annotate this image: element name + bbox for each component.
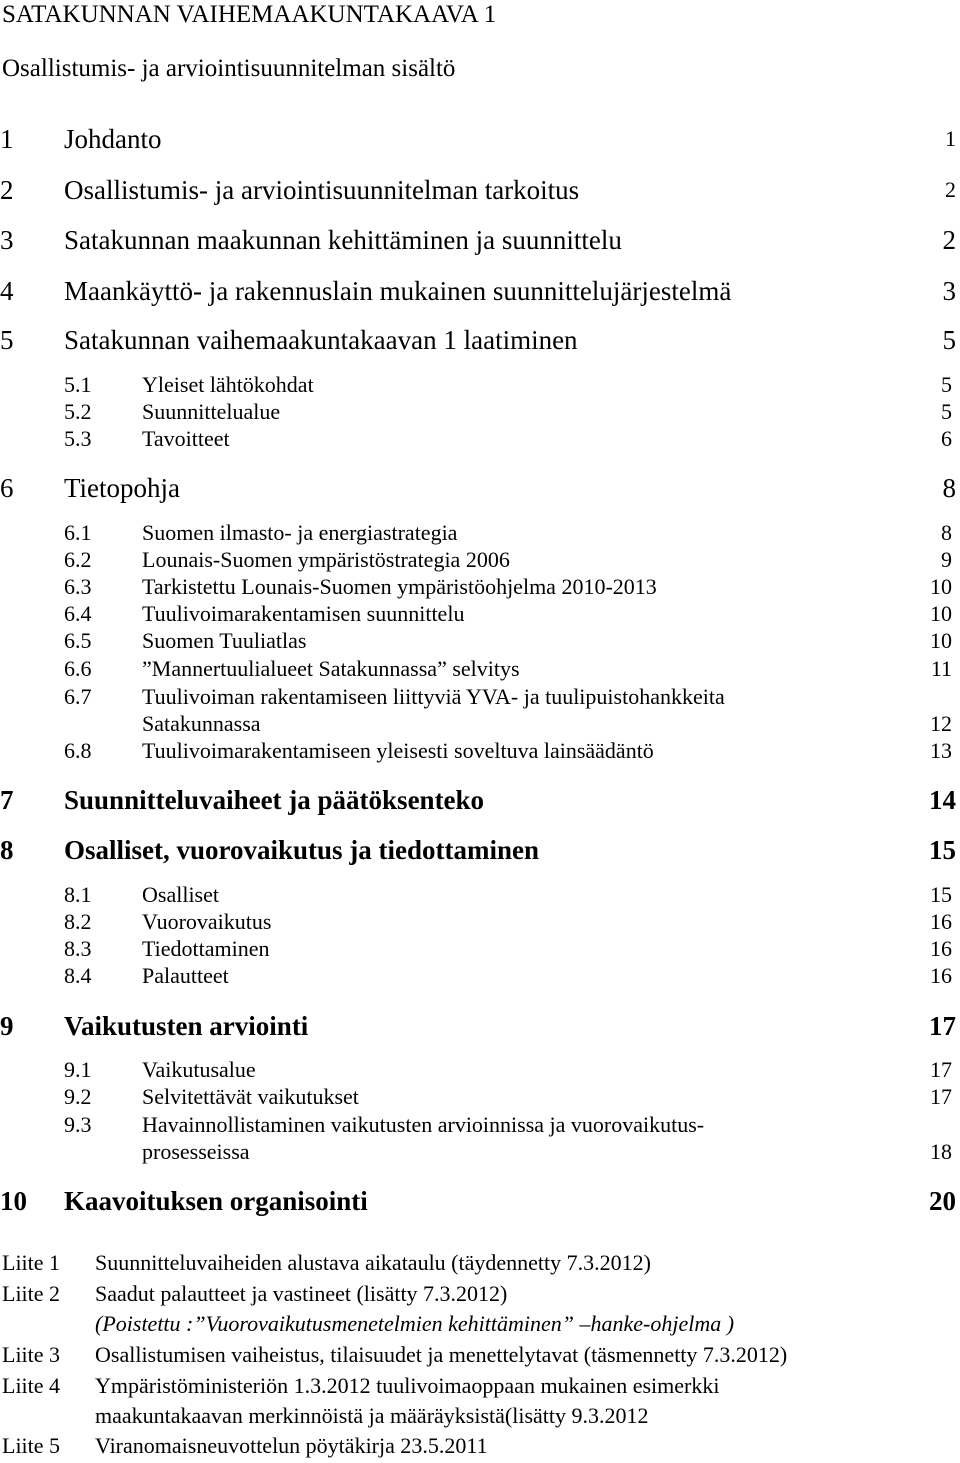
appendix-entry[interactable] (0, 1432, 960, 1460)
toc-entry-number: 7 (0, 785, 14, 815)
toc-subentry-page: 16 (930, 936, 952, 961)
toc-subentry-page: 17 (930, 1057, 952, 1082)
toc-subentry-number: 8.3 (64, 936, 92, 961)
toc-entry-label: Osallistumis- ja arviointisuunnitelman tarkoitus (64, 175, 580, 205)
toc-entry-number: 8 (0, 835, 14, 865)
toc-entry[interactable] (0, 275, 956, 307)
toc-entry[interactable] (0, 324, 956, 356)
toc-subentry-page: 10 (930, 574, 952, 599)
toc-subentry[interactable] (0, 520, 952, 546)
toc-subentry-label: Tuulivoiman rakentamiseen liittyviä YVA- ja tuulipuistohankkeita (142, 684, 725, 709)
toc-subentry-label: Vuorovaikutus (142, 909, 272, 934)
appendix-label: Suunnitteluvaiheiden alustava aikataulu (täydennetty 7.3.2012) (95, 1250, 651, 1275)
toc-subentry-number: 6.3 (64, 574, 92, 599)
toc-subentry-label: ”Mannertuulialueet Satakunnassa” selvitys (142, 656, 520, 681)
toc-entry[interactable] (0, 784, 956, 816)
toc-entry-label: Satakunnan maakunnan kehittäminen ja suunnittelu (64, 225, 622, 255)
toc-subentry[interactable] (0, 909, 952, 935)
toc-subentry-label: Suomen Tuuliatlas (142, 628, 307, 653)
toc-subentry[interactable] (0, 656, 952, 682)
toc-subentry[interactable] (0, 738, 952, 764)
toc-subentry[interactable] (0, 1112, 952, 1164)
toc-subentry[interactable] (0, 882, 952, 908)
toc-subentry-number: 6.5 (64, 628, 92, 653)
toc-subentry-label: Tuulivoimarakentamiseen yleisesti soveltuva lainsäädäntö (142, 738, 654, 763)
toc-subentry-page: 10 (930, 601, 952, 626)
appendix-note: (Poistettu :”Vuorovaikutusmenetelmien kehittäminen” –hanke-ohjelma ) (95, 1311, 735, 1336)
toc-entry-label: Osalliset, vuorovaikutus ja tiedottaminen (64, 835, 540, 865)
appendix-label: Viranomaisneuvottelun pöytäkirja 23.5.2011 (95, 1433, 488, 1458)
toc-subentry[interactable] (0, 574, 952, 600)
toc-entry-page: 5 (942, 325, 956, 355)
toc-subentry-label: Tavoitteet (142, 426, 230, 451)
toc-subentry-page: 12 (930, 711, 952, 736)
appendix-number: Liite 2 (2, 1281, 61, 1306)
appendix-label: Saadut palautteet ja vastineet (lisätty 7.3.2012) (95, 1281, 508, 1306)
toc-subentry-label: Suomen ilmasto- ja energiastrategia (142, 520, 458, 545)
toc-subentry[interactable] (0, 426, 952, 452)
toc-entry-label: Satakunnan vaihemaakuntakaavan 1 laatiminen (64, 325, 578, 355)
appendix-entry[interactable] (0, 1372, 960, 1430)
toc-entry-page: 2 (942, 225, 956, 255)
toc-entry[interactable] (0, 224, 956, 256)
toc-subentry-page: 18 (930, 1139, 952, 1164)
appendix-entry[interactable] (0, 1280, 960, 1338)
toc-subentry-page: 16 (930, 909, 952, 934)
toc-entry[interactable] (0, 834, 956, 866)
toc-subentry-label: Suunnittelualue (142, 399, 281, 424)
toc-subentry-number: 9.2 (64, 1084, 92, 1109)
toc-subentry-page: 5 (941, 399, 952, 424)
toc-subtitle: Osallistumis- ja arviointisuunnitelman sisältö (2, 55, 456, 82)
toc-subentry-label: Lounais-Suomen ympäristöstrategia 2006 (142, 547, 510, 572)
toc-subentry-page: 10 (930, 628, 952, 653)
toc-subentry-number: 5.1 (64, 372, 92, 397)
toc-subentry-page: 9 (941, 547, 952, 572)
toc-subentry[interactable] (0, 547, 952, 573)
toc-entry[interactable] (0, 174, 956, 206)
appendix-entry[interactable] (0, 1341, 960, 1369)
toc-subentry-page: 11 (930, 656, 952, 681)
toc-subentry-label: Palautteet (142, 963, 229, 988)
toc-entry-number: 10 (0, 1186, 27, 1216)
toc-entry-label: Kaavoituksen organisointi (64, 1186, 368, 1216)
toc-subentry-number: 9.3 (64, 1112, 92, 1137)
toc-subentry-number: 6.4 (64, 601, 92, 626)
toc-subentry-number: 6.1 (64, 520, 92, 545)
toc-entry-number: 6 (0, 473, 14, 503)
toc-subentry-label: Osalliset (142, 882, 219, 907)
toc-subentry-page: 5 (941, 372, 952, 397)
toc-subentry[interactable] (0, 1084, 952, 1110)
appendix-number: Liite 4 (2, 1373, 61, 1398)
appendix-label: Osallistumisen vaiheistus, tilaisuudet ja menettelytavat (täsmennetty 7.3.2012) (95, 1342, 788, 1367)
toc-subentry-number: 6.7 (64, 684, 92, 709)
toc-entry-label: Vaikutusten arviointi (64, 1011, 309, 1041)
toc-subentry-label: Tarkistettu Lounais-Suomen ympäristöohjelma 2010-2013 (142, 574, 657, 599)
toc-entry-label: Maankäyttö- ja rakennuslain mukainen suunnittelujärjestelmä (64, 276, 732, 306)
toc-subentry[interactable] (0, 963, 952, 989)
toc-entry-label: Suunnitteluvaiheet ja päätöksenteko (64, 785, 485, 815)
toc-subentry-number: 6.6 (64, 656, 92, 681)
appendix-number: Liite 1 (2, 1250, 61, 1275)
toc-subentry-number: 8.1 (64, 882, 92, 907)
toc-entry-number: 2 (0, 175, 14, 205)
toc-subentry-number: 6.8 (64, 738, 92, 763)
toc-subentry-number: 9.1 (64, 1057, 92, 1082)
toc-subentry[interactable] (0, 1057, 952, 1083)
toc-entry-number: 5 (0, 325, 14, 355)
toc-entry-page: 17 (929, 1011, 956, 1041)
toc-subentry-label: Havainnollistaminen vaikutusten arvioinnissa ja vuorovaikutus- (142, 1112, 705, 1137)
toc-subentry[interactable] (0, 684, 952, 736)
toc-subentry-number: 5.2 (64, 399, 92, 424)
toc-subentry-page: 13 (930, 738, 952, 763)
toc-entry-number: 4 (0, 276, 14, 306)
toc-entry-page: 20 (929, 1186, 956, 1216)
toc-subentry-label: Yleiset lähtökohdat (142, 372, 314, 397)
toc-subentry-number: 5.3 (64, 426, 92, 451)
toc-subentry[interactable] (0, 399, 952, 425)
toc-subentry[interactable] (0, 372, 952, 398)
toc-subentry-label: Tuulivoimarakentamisen suunnittelu (142, 601, 465, 626)
toc-subentry-number: 6.2 (64, 547, 92, 572)
toc-subentry-page: 16 (930, 963, 952, 988)
toc-entry-page: 8 (942, 473, 956, 503)
toc-entry-label: Tietopohja (64, 473, 181, 503)
toc-entry[interactable] (0, 1010, 956, 1042)
toc-entry-number: 9 (0, 1011, 14, 1041)
toc-entry[interactable] (0, 1185, 956, 1217)
toc-subentry-page: 15 (930, 882, 952, 907)
toc-subentry-label: Tiedottaminen (142, 936, 270, 961)
toc-entry-number: 1 (0, 124, 14, 154)
toc-subentry-number: 8.4 (64, 963, 92, 988)
document-title: SATAKUNNAN VAIHEMAAKUNTAKAAVA 1 (2, 1, 497, 28)
appendix-entry[interactable] (0, 1249, 960, 1277)
toc-entry[interactable] (0, 472, 956, 504)
toc-entry-number: 3 (0, 225, 14, 255)
appendix-number: Liite 3 (2, 1342, 61, 1367)
toc-entry-page: 1 (945, 126, 956, 151)
toc-subentry-label-continued: prosesseissa (142, 1139, 250, 1164)
toc-entry[interactable] (0, 123, 956, 155)
toc-entry-page: 15 (929, 835, 956, 865)
toc-subentry-number: 8.2 (64, 909, 92, 934)
toc-subentry-page: 8 (941, 520, 952, 545)
toc-entry-page: 3 (942, 276, 956, 306)
appendix-label: Ympäristöministeriön 1.3.2012 tuulivoimaoppaan mukainen esimerkki (95, 1373, 720, 1398)
toc-subentry[interactable] (0, 936, 952, 962)
toc-subentry-label-continued: Satakunnassa (142, 711, 261, 736)
toc-entry-label: Johdanto (64, 124, 162, 154)
toc-subentry-page: 17 (930, 1084, 952, 1109)
toc-subentry-label: Selvitettävät vaikutukset (142, 1084, 359, 1109)
toc-subentry-label: Vaikutusalue (142, 1057, 256, 1082)
appendix-number: Liite 5 (2, 1433, 61, 1458)
toc-subentry[interactable] (0, 601, 952, 627)
toc-entry-page: 14 (929, 785, 956, 815)
toc-subentry[interactable] (0, 628, 952, 654)
appendix-label-continued: maakuntakaavan merkinnöistä ja määräyksistä(lisätty 9.3.2012 (95, 1403, 649, 1428)
toc-subentry-page: 6 (941, 426, 952, 451)
toc-entry-page: 2 (945, 177, 956, 202)
